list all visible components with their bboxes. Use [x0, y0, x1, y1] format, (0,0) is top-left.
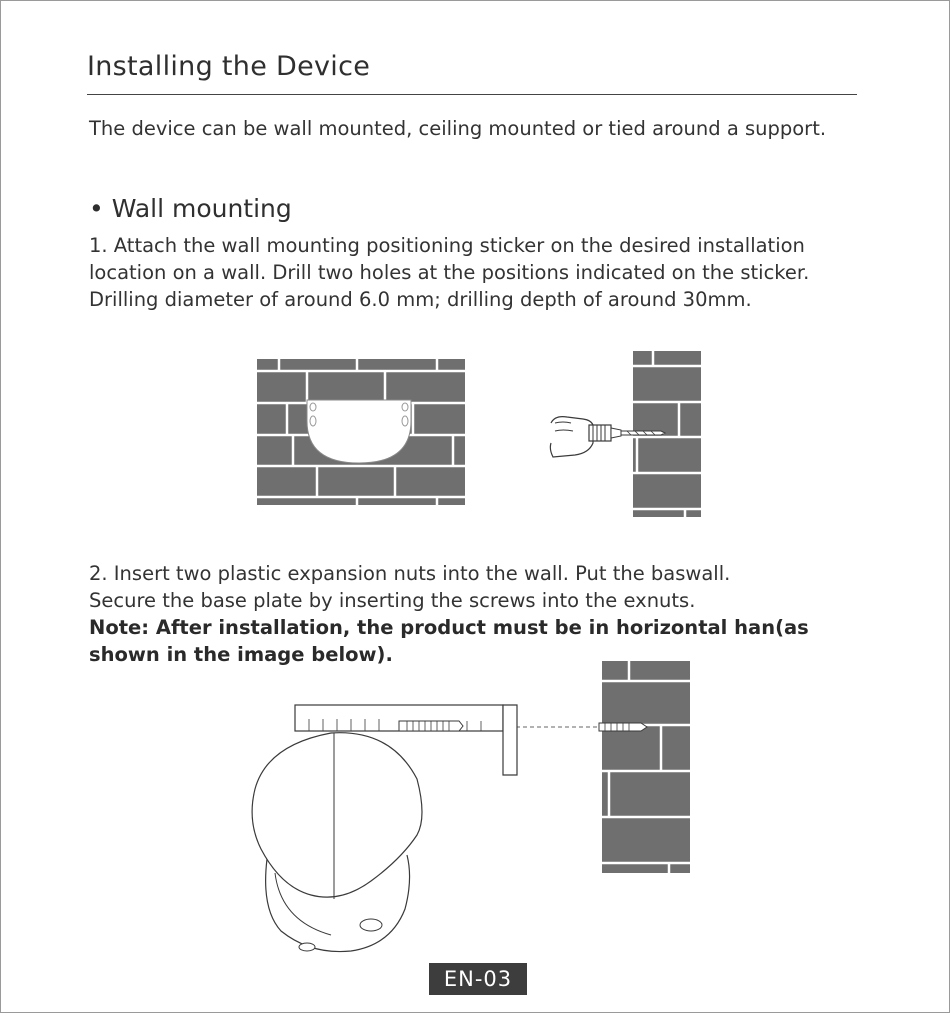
wall-sticker-illustration — [257, 359, 465, 505]
step2-line: 2. Insert two plastic expansion nuts into the wall. Put the baswall. — [89, 562, 731, 585]
title-divider — [87, 94, 857, 95]
intro-paragraph: The device can be wall mounted, ceiling mounted or tied around a support. — [89, 117, 827, 140]
step1-line: location on a wall. Drill two holes at the positions indicated on the sticker. — [89, 261, 810, 284]
step1-line: Drilling diameter of around 6.0 mm; drilling depth of around 30mm. — [89, 288, 752, 311]
camera-mount-illustration — [241, 659, 693, 959]
step1-line: 1. Attach the wall mounting positioning sticker on the desired installation — [89, 234, 805, 257]
note-line: Note: After installation, the product must be in horizontal han(as — [89, 616, 809, 639]
page-title: Installing the Device — [87, 51, 371, 82]
drill-illustration — [549, 349, 703, 519]
step1-paragraph — [89, 232, 889, 313]
note-line: shown in the image below). — [89, 643, 393, 666]
page-number-badge: EN-03 — [429, 963, 527, 995]
section-heading: • Wall mounting — [89, 194, 292, 223]
step2-paragraph — [89, 560, 829, 668]
step2-line: Secure the base plate by inserting the screws into the exnuts. — [89, 589, 696, 612]
